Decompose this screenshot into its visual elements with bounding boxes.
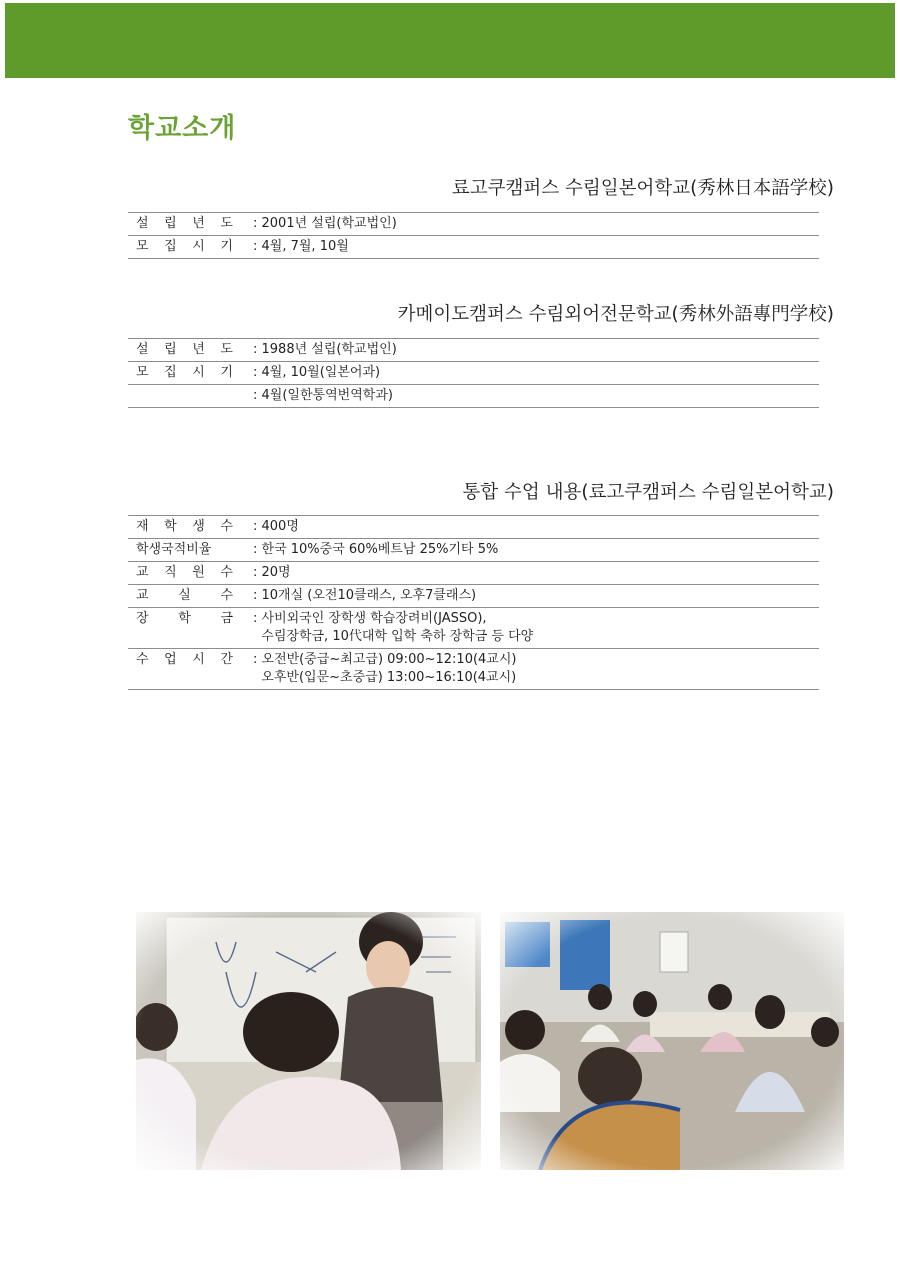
- table-row: [128, 236, 819, 259]
- row-value: : 4월, 10월(일본어과): [253, 365, 381, 380]
- row-label: 모 집 시 기: [136, 239, 233, 254]
- row-label: 설 립 년 도: [136, 216, 233, 231]
- row-label: 설 립 년 도: [136, 342, 233, 357]
- row-label: 수 업 시 간: [136, 652, 233, 667]
- classroom-photo-teacher: [136, 912, 481, 1170]
- row-value: : 20명: [253, 565, 291, 580]
- table-row: [128, 585, 819, 608]
- row-value: : 오전반(중급~최고급) 09:00~12:10(4교시) 오후반(입문~초중급) 13:00~16:10(4교시): [253, 652, 517, 685]
- classroom-photo-students: [500, 912, 844, 1170]
- row-value: : 사비외국인 장학생 학습장려비(JASSO), 수림장학금, 10代대학 입학 축하 장학금 등 다양: [253, 611, 534, 644]
- info-table-curriculum: [128, 515, 819, 690]
- table-row: [128, 608, 819, 649]
- section-title-curriculum: 통합 수업 내용(료고쿠캠퍼스 수림일본어학교): [462, 482, 834, 503]
- table-row: [128, 649, 819, 690]
- table-row: [128, 339, 819, 362]
- section-title-ryogoku: 료고쿠캠퍼스 수림일본어학교(秀林日本語学校): [451, 178, 834, 199]
- row-label: 학생국적비율: [136, 542, 212, 557]
- info-table-ryogoku: [128, 212, 819, 259]
- row-label: 재 학 생 수: [136, 519, 233, 534]
- row-value: : 한국 10%중국 60%베트남 25%기타 5%: [253, 542, 499, 557]
- row-label: 모 집 시 기: [136, 365, 233, 380]
- row-value: : 400명: [253, 519, 299, 534]
- header-bar: [5, 3, 895, 78]
- table-row: [128, 213, 819, 236]
- table-row: [128, 516, 819, 539]
- row-value: : 4월(일한통역번역학과): [253, 388, 393, 403]
- row-label: 교 직 원 수: [136, 565, 233, 580]
- row-value: : 1988년 설립(학교법인): [253, 342, 397, 357]
- table-row: [128, 539, 819, 562]
- row-label: 장 학 금: [136, 611, 233, 626]
- row-label: 교 실 수: [136, 588, 233, 603]
- info-table-kameido: [128, 338, 819, 408]
- row-value: : 10개실 (오전10클래스, 오후7클래스): [253, 588, 477, 603]
- table-row: [128, 362, 819, 385]
- section-title-kameido: 카메이도캠퍼스 수림외어전문학교(秀林外語專門学校): [397, 304, 834, 325]
- table-row: [128, 385, 819, 408]
- row-value: : 4월, 7월, 10월: [253, 239, 349, 254]
- page-title: 학교소개: [128, 113, 237, 144]
- row-value: : 2001년 설립(학교법인): [253, 216, 397, 231]
- table-row: [128, 562, 819, 585]
